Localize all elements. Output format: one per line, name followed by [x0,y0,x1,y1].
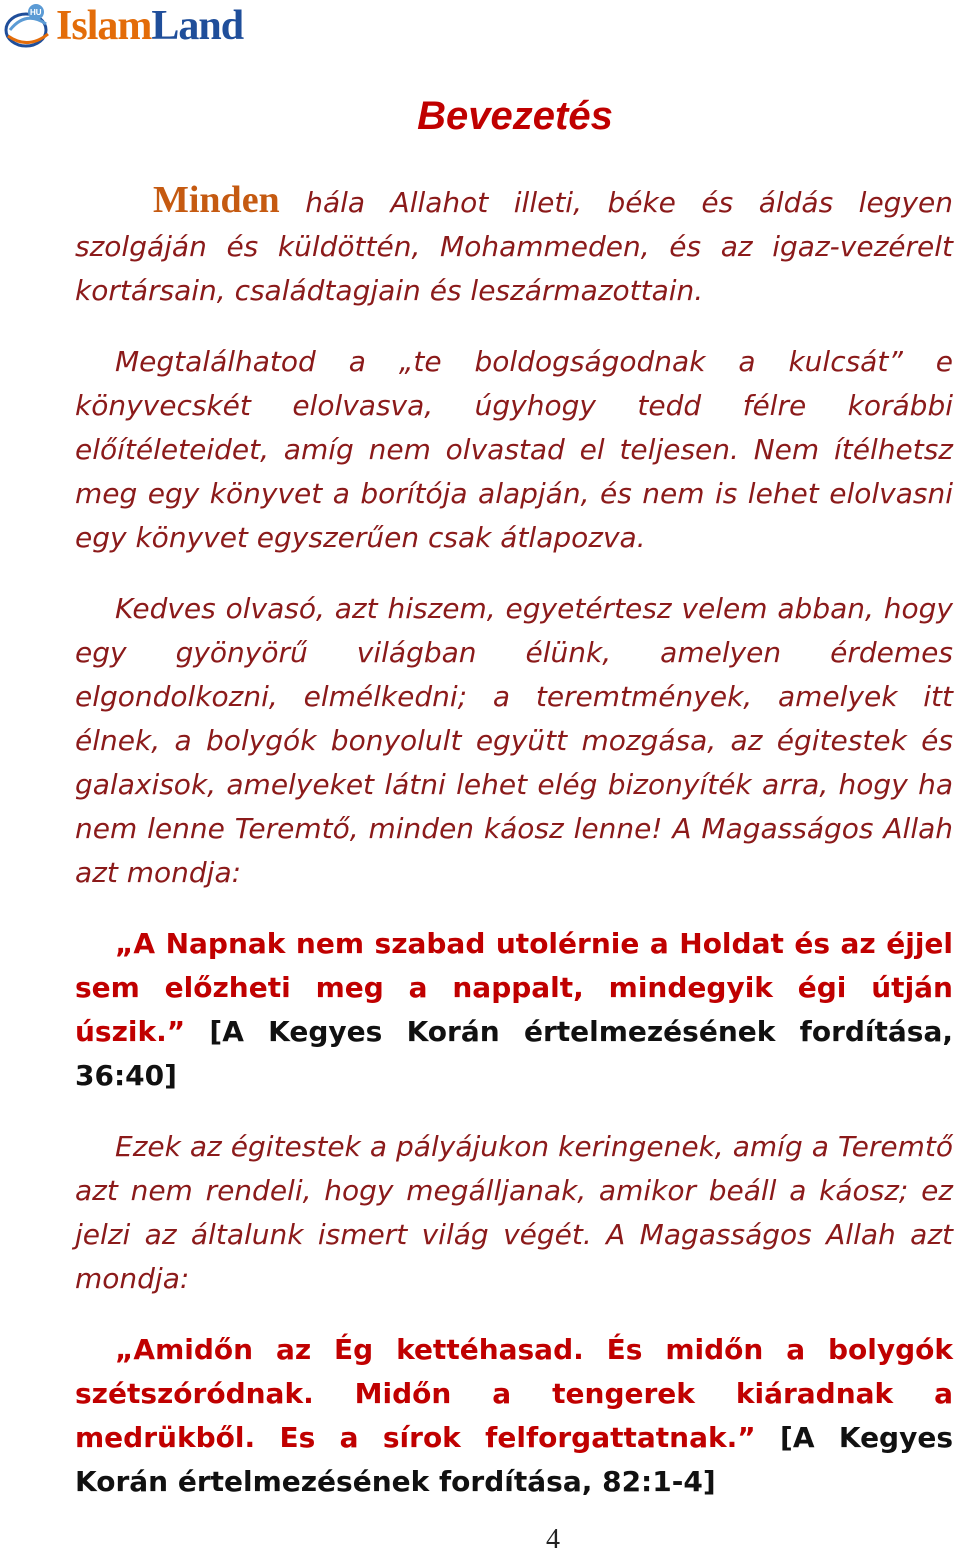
paragraph-key-to-happiness: Megtalálhatod a „te boldogságodnak a kulcsát” e könyvecskét elolvasva, úgyhogy tedd félre korábbi előítéleteidet, amíg nem olvastad el teljesen. Nem ítélhetsz meg egy könyvet a borítója alapján, és nem is lehet elolvasni egy könyvet egyszerűen csak átlapozva. [75,345,953,554]
quote-reference: [A Kegyes Korán értelmezésének fordítása, 36:40] [75,1015,953,1092]
quran-quote-82-1-4 [75,1328,953,1504]
document-body [75,178,953,1531]
quran-quote-36-40 [75,922,953,1098]
logo-wordmark [56,5,243,47]
paragraph-beautiful-world: Kedves olvasó, azt hiszem, egyetértesz velem abban, hogy egy gyönyörű világban élünk, amelyen érdemes elgondolkozni, elmélkedni; a teremtmények, amelyek itt élnek, a bolygók bonyolult együtt mozgása, az égitestek és galaxisok, amelyeket látni lehet elég bizonyíték arra, hogy ha nem lenne Teremtő, minden káosz lenne! A Magasságos Allah azt mondja: [75,592,953,889]
page-number: 4 [546,1524,560,1555]
intro-paragraph [75,178,953,313]
islamland-logo [0,0,243,56]
intro-text: hála Allahot illeti, béke és áldás legyen szolgáján és küldöttén, Mohammeden, és az igaz-vezérelt kortársain, családtagjain és leszármazottain. [75,186,953,307]
globe-icon [0,0,60,52]
intro-dropword: Minden [153,179,280,221]
paragraph-celestial-bodies: Ezek az égitestek a pályájukon keringenek, amíg a Teremtő azt nem rendeli, hogy megálljanak, amikor beáll a káosz; ez jelzi az általunk ismert világ végét. A Magasságos Allah azt mondja: [75,1130,953,1295]
page-title: Bevezetés [417,94,613,138]
logo-islam: Islam [56,3,152,49]
quote-text: „Amidőn az Ég kettéhasad. És midőn a bolygók szétszóródnak. Midőn a tengerek kiáradnak a medrükből. Es a sírok felforgattatnak.” [75,1333,953,1454]
svg-text:HU: HU [30,8,42,17]
quote-reference: [A Kegyes Korán értelmezésének fordítása, 82:1-4] [75,1421,954,1498]
logo-land: Land [151,3,244,49]
quote-text: „A Napnak nem szabad utolérnie a Holdat és az éjjel sem előzheti meg a nappalt, mindegyik égi útján úszik.” [75,927,953,1048]
